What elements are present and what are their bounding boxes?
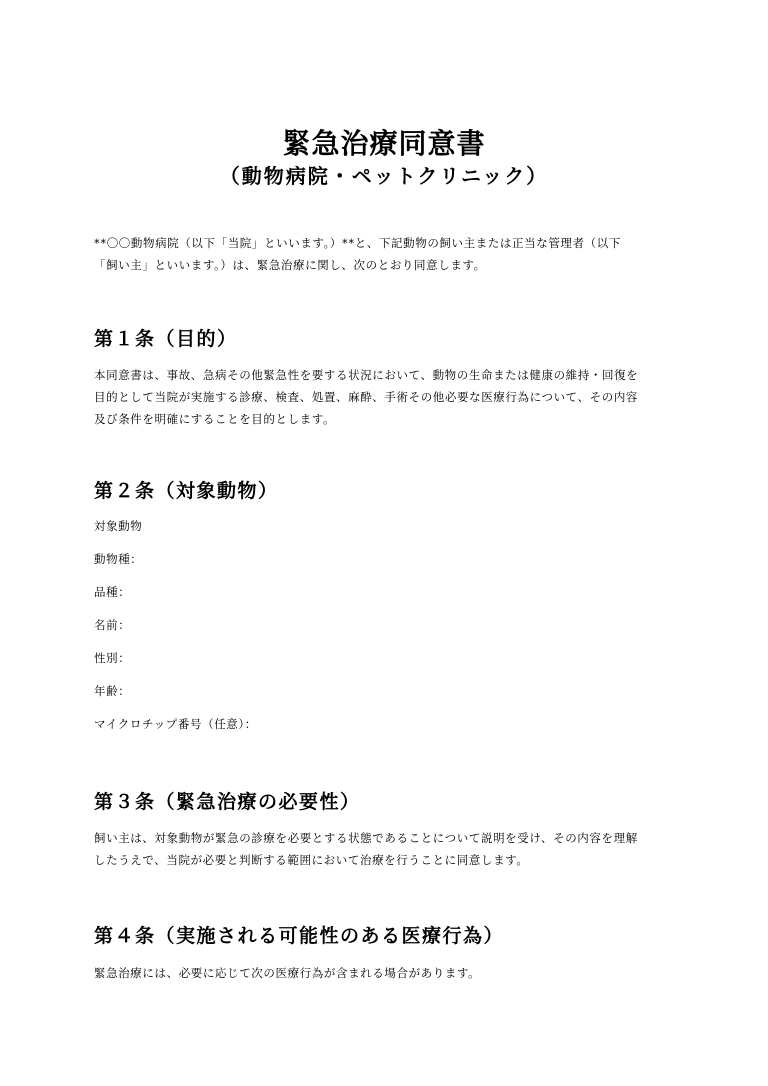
article1-line: 及び条件を明確にすることを目的とします。: [94, 412, 336, 426]
field-breed: 品種：: [94, 585, 131, 599]
article1-line: 本同意書は、事故、急病その他緊急性を要する状況において、動物の生命または健康の維持・回復を: [94, 368, 639, 382]
article3-line: したうえで、当院が必要と判断する範囲において治療を行うことに同意します。: [94, 853, 529, 867]
field-name: 名前：: [94, 618, 131, 632]
document-subtitle: （動物病院・ペットクリニック）: [219, 164, 549, 188]
article4-paragraph: [94, 962, 694, 984]
article2-heading: 第２条（対象動物）: [94, 480, 279, 502]
field-age: 年齢：: [94, 684, 131, 698]
field-microchip: マイクロチップ番号（任意）：: [94, 717, 257, 731]
article3-line: 飼い主は、対象動物が緊急の診療を必要とする状態であることについて説明を受け、その内容を理解: [94, 831, 638, 845]
article1-line: 目的として当院が実施する診療、検査、処置、麻酔、手術その他必要な医療行為について、その内容: [94, 390, 639, 404]
intro-line: 「飼い主」といいます。）は、緊急治療に関し、次のとおり同意します。: [94, 258, 486, 272]
intro-line: **〇〇動物病院（以下「当院」といいます。）**と、下記動物の飼い主または正当な管理者（以下: [94, 236, 621, 250]
field-target-animal: 対象動物: [94, 519, 143, 533]
document-title: 緊急治療同意書: [282, 127, 486, 160]
article1-heading: 第１条（目的）: [94, 328, 238, 350]
article3-paragraph: [94, 827, 694, 871]
field-species: 動物種：: [94, 552, 143, 566]
article1-paragraph: [94, 364, 694, 430]
field-sex: 性別：: [94, 651, 131, 665]
article4-line: 緊急治療には、必要に応じて次の医療行為が含まれる場合があります。: [94, 966, 481, 980]
article4-heading: 第４条（実施される可能性のある医療行為）: [94, 925, 505, 947]
article3-heading: 第３条（緊急治療の必要性）: [94, 791, 361, 813]
intro-paragraph: [94, 232, 694, 276]
